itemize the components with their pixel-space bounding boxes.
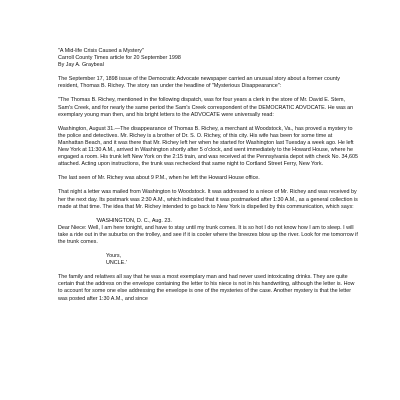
article-header [58, 48, 358, 69]
article-source: Carroll County Times article for 20 September 1998 [58, 55, 181, 62]
paragraph-family: The family and relatives all say that he was a most exemplary man and had never used intoxicating drinks. They are quite certain that the address on the envelope containing the letter to his niece is not in his handwriting, although the letter is. How to account for some one else addressing the envelope is one of the mysteries of the case. Another mystery is that the letter was posted after 1:30 A.M., and since [58, 274, 355, 302]
letter-closing: Yours, [106, 253, 122, 260]
letter-dateline: 'WASHINGTON, D. C., Aug. 23. [96, 217, 172, 224]
paragraph-intro: The September 17, 1898 issue of the Democratic Advocate newspaper carried an unusual story about a former county resident, Thomas B. Richey. The story ran under the headline of "Mysterious Disappearance": [58, 76, 340, 90]
letter-body: Dear Niece: Well, I am here tonight, and have to stay until my trunk comes. It is so hot I do not know how I am to sleep. I will take a ride out in the suburbs on the trolley, and see if it is cooler where the breezes blow up the river. Look for me tomorrow if the trunk comes. [58, 224, 358, 245]
quoted-letter [58, 218, 358, 268]
paragraph-quote-start: "The Thomas B. Richey, mentioned in the following dispatch, was for four years a clerk in the store of Mr. David E. Stem, Sam's Creek, and for nearly the same period the Sam's Creek correspondent of the DEMOCRATIC ADVOCATE. He was an exemplary young man then, and his bright letters to the ADVOCATE were universally read: [58, 97, 354, 118]
paragraph-last-seen: The last seen of Mr. Richey was about 9 P.M., when he left the Howard House office. [58, 175, 260, 182]
article-byline: By Jay A. Graybeal [58, 62, 104, 69]
paragraph-dispatch: Washington, August 31.—The disappearance of Thomas B. Richey, a merchant at Woodstock, Va., has proved a mystery to the police and detectives. Mr. Richey is a brother of Dr. S. O. Richey, of this city. His wife has been for some time at Manhattan Beach, and it was there that Mr. Richey left her when he started for Washington last Tuesday a week ago. He left New York at 11:30 A.M., arrived in Washington shortly after 5 o'clock, and went immediately to the Howard House, where he engaged a room. His trunk left New York on the 2:15 train, and was received at the Pennsylvania depot with check No. 34,605 attached. Acting upon instructions, the trunk was rechecked that same night to Cortland Street Ferry, New York. [58, 125, 358, 168]
paragraph-letter-mailed: That night a letter was mailed from Washington to Woodstock. It was addressed to a niece of Mr. Richey and was received by her the next day. Its postmark was 2:30 A.M., which indicated that it was postmarked after 1:30 A.M., as a general collection is made at that time. The idea that Mr. Richey intended to go back to New York is dispelled by this communication, which says: [58, 189, 358, 210]
article-body [58, 48, 358, 310]
letter-signature: UNCLE.' [106, 260, 127, 267]
article-title: "A Mid-life Crisis Caused a Mystery" [58, 48, 144, 54]
